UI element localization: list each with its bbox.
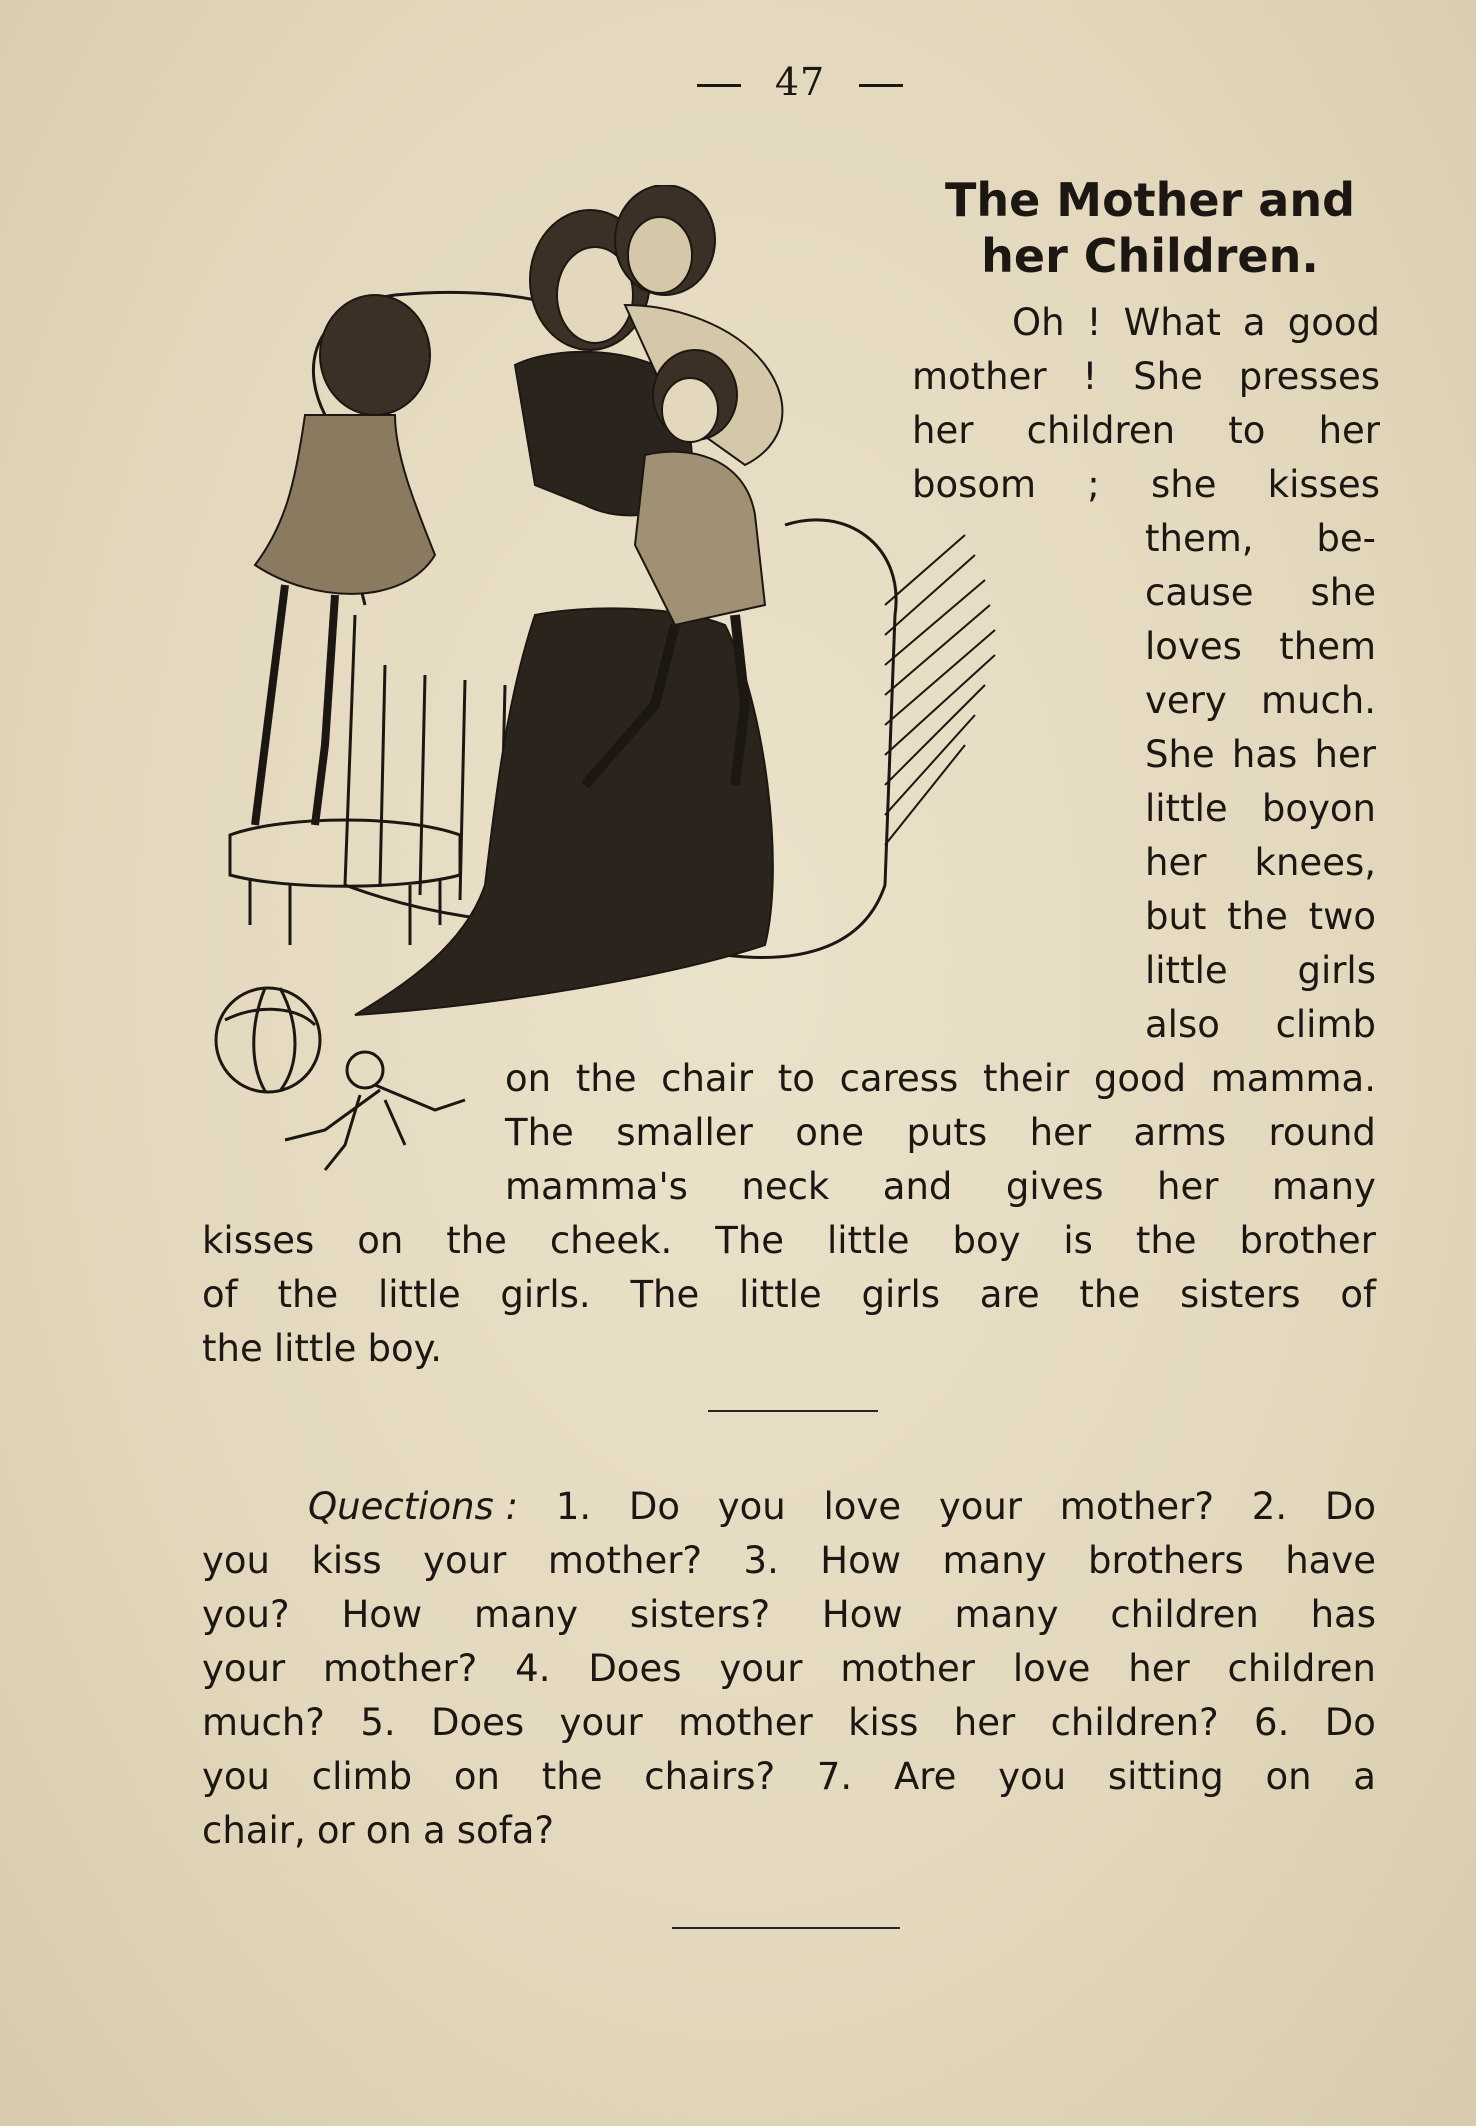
paragraph-line: also climb [1145,1003,1376,1046]
paragraph-line: loves them [1145,625,1376,668]
page-number: 47 [0,60,1476,104]
paragraph-line: very much. [1145,679,1376,722]
questions-line: your mother? 4. Does your mother love her children [202,1647,1376,1690]
paragraph-line: bosom ; she kisses [912,463,1380,506]
paragraph-line: She has her [1145,733,1376,776]
questions-line: you climb on the chairs? 7. Are you sitting on a [202,1755,1376,1798]
paragraph-line: her knees, [1145,841,1376,884]
questions-line: chair, or on a sofa? [202,1809,555,1852]
paragraph-line: on the chair to caress their good mamma. [505,1057,1376,1100]
story-title [920,172,1380,284]
paragraph-line: kisses on the cheek. The little boy is the brother [202,1219,1376,1262]
paragraph-line: Oh ! What a good [1012,301,1380,344]
title-line-2: her Children. [981,229,1319,283]
questions-line: you kiss your mother? 3. How many brothers have [202,1539,1376,1582]
questions-label: Quections : [308,1485,519,1528]
paragraph-line: but the two [1145,895,1376,938]
paragraph-line: them, be- [1145,517,1376,560]
questions-line: you? How many sisters? How many children has [202,1593,1376,1636]
paragraph-line: cause she [1145,571,1376,614]
paragraph-line: the little boy. [202,1327,443,1370]
paragraph-line: little boyon [1145,787,1376,830]
questions-line: much? 5. Does your mother kiss her children? 6. Do [202,1701,1376,1744]
end-divider [672,1927,900,1929]
section-divider [708,1410,878,1412]
paragraph-line: mamma's neck and gives her many [505,1165,1376,1208]
paragraph-line: little girls [1145,949,1376,992]
paragraph-line: mother ! She presses [912,355,1380,398]
paragraph-line: The smaller one puts her arms round [505,1111,1376,1154]
title-line-1: The Mother and [944,173,1356,227]
questions-line: Quections : 1. Do you love your mother? 2. Do [308,1480,1376,1534]
paragraph-line: her children to her [912,409,1380,452]
paragraph-line: of the little girls. The little girls are the sisters of [202,1273,1376,1316]
